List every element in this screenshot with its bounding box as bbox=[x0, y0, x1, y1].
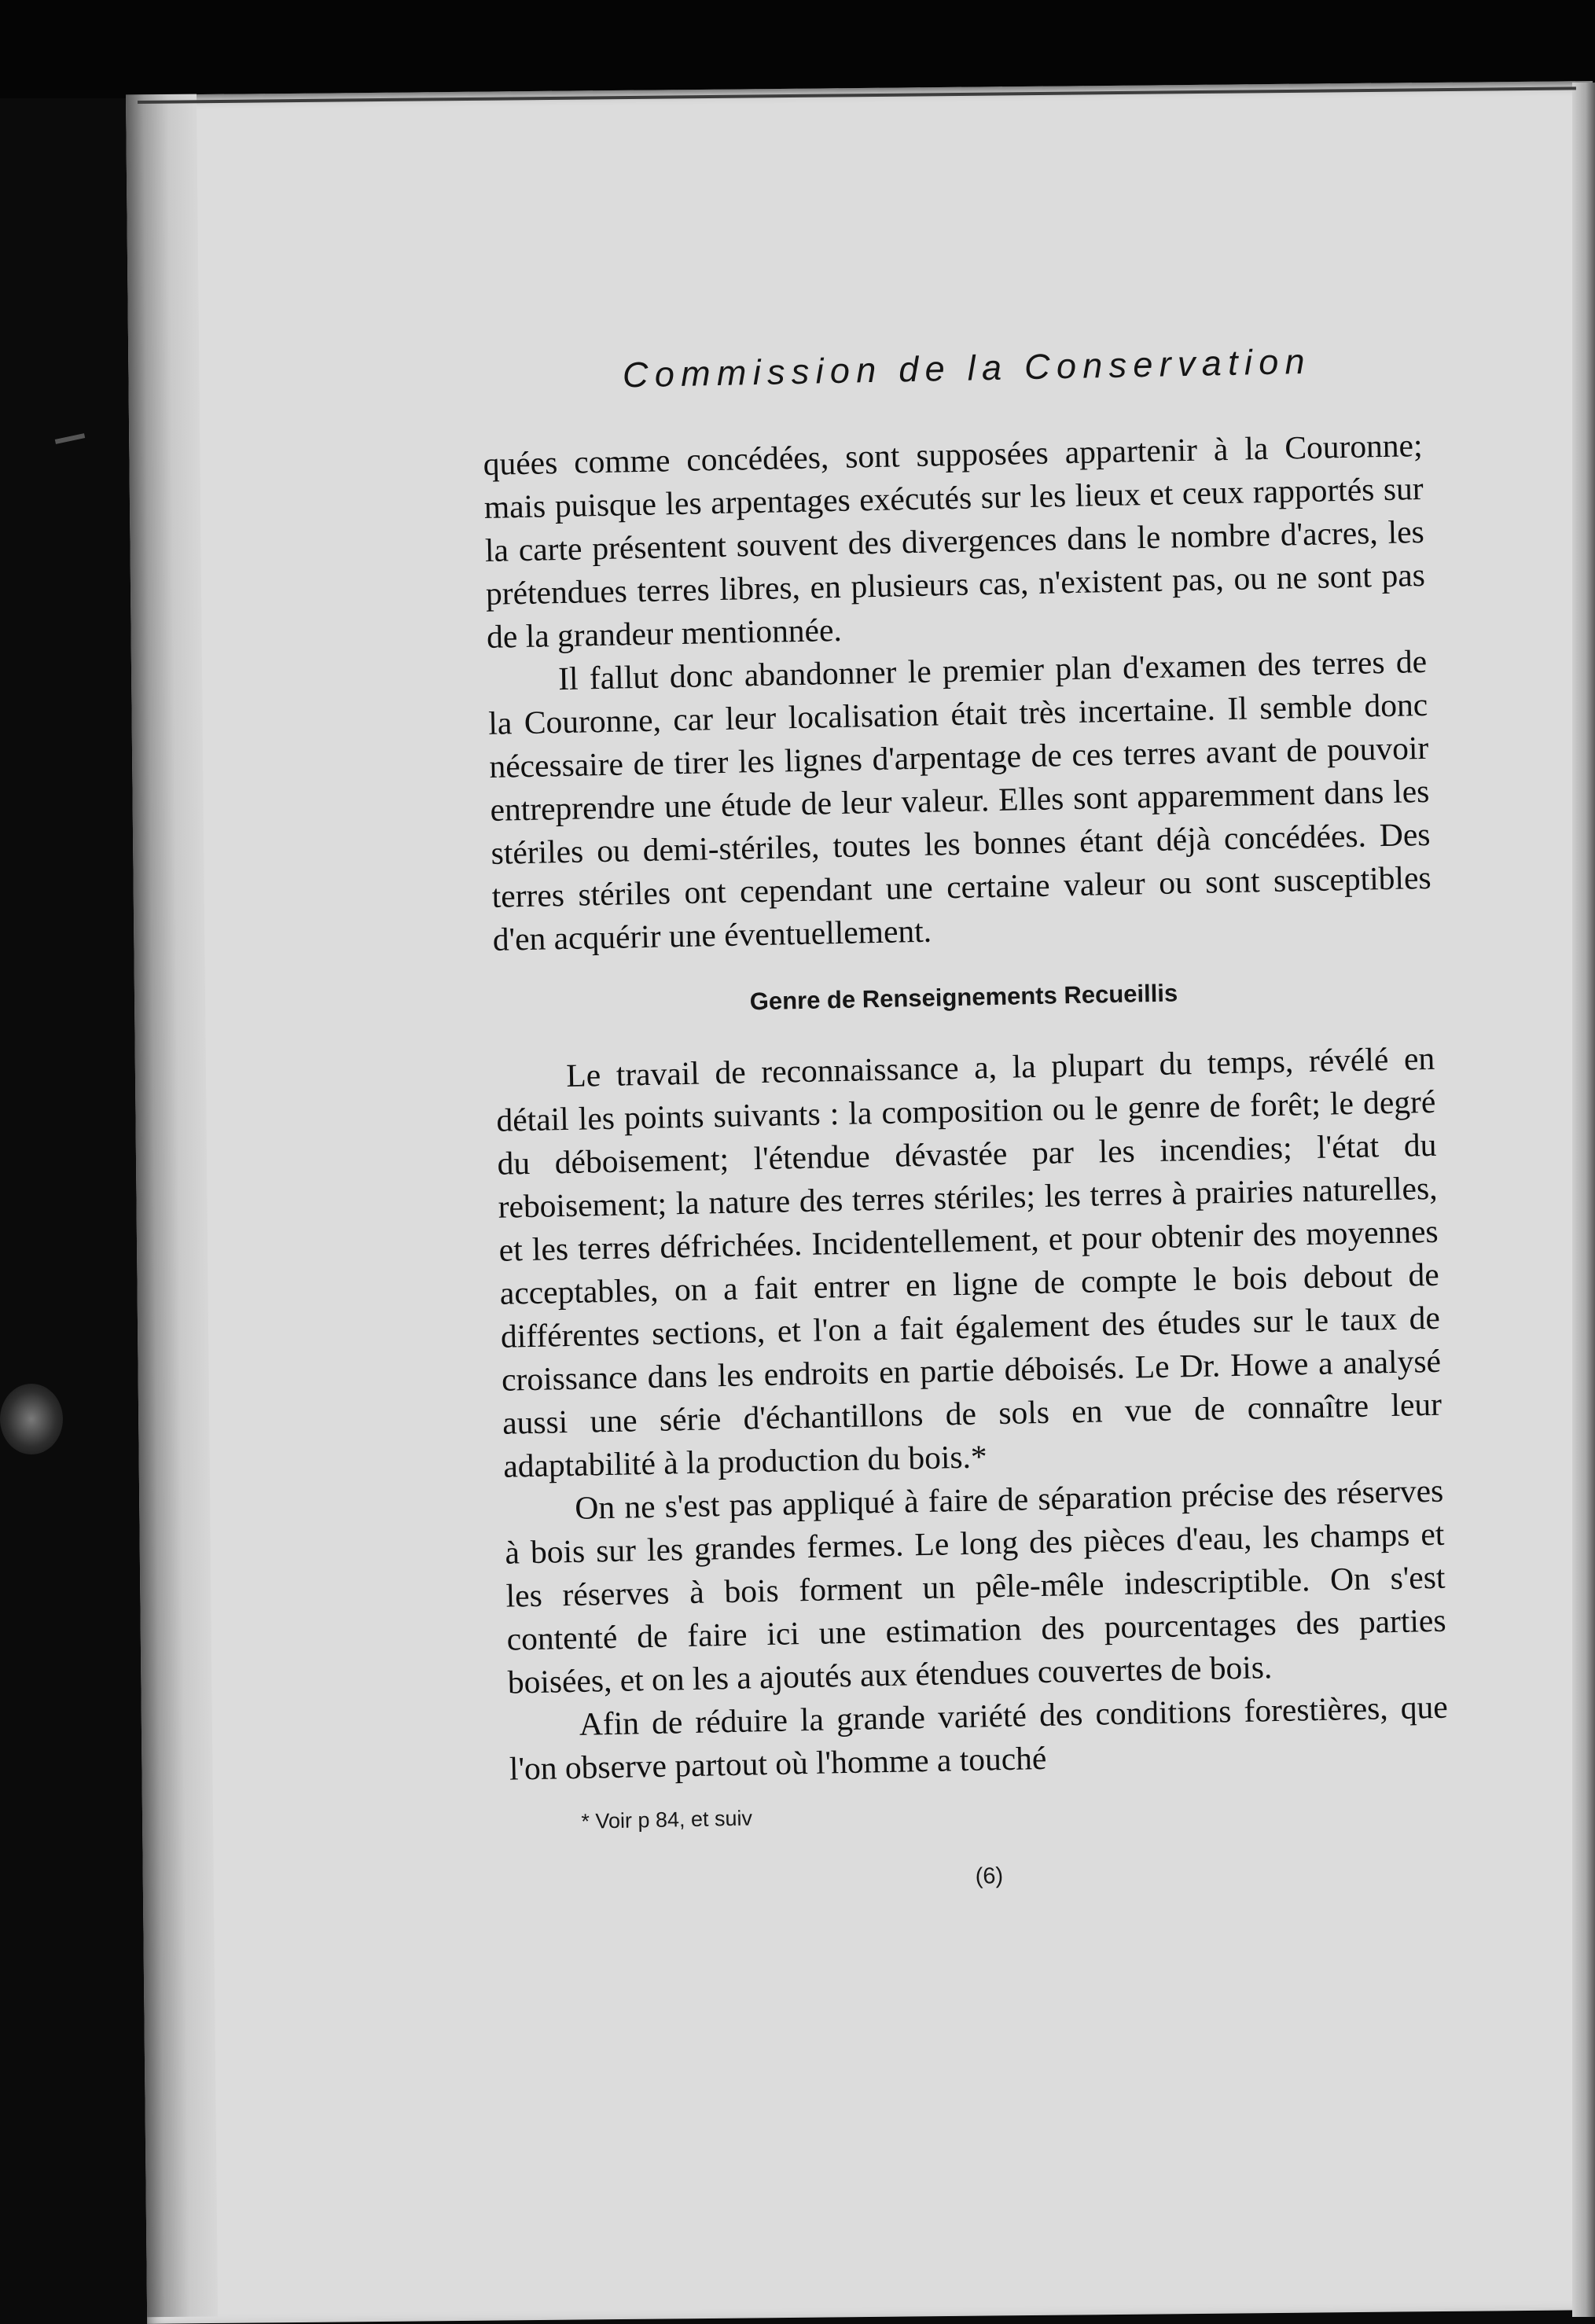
paragraph: Afin de réduire la grande variété des conditions forestières, que l'on observe partout où l'homme a touché bbox=[509, 1688, 1449, 1787]
page-text-block bbox=[481, 339, 1451, 1899]
section-heading: Genre de Renseignements Recueillis bbox=[749, 979, 1178, 1016]
paragraph: quées comme concédées, sont supposées appartenir à la Couronne; mais puisque les arpentages exécutés sur les lieux et ceux rapportés sur la carte présentent souvent des divergences dans le nombre d'acres, les prétendues terres libres, en plusieurs cas, n'existent pas, ou ne sont pas de la grandeur mentionnée. bbox=[483, 426, 1426, 655]
paragraphs-after-heading bbox=[495, 1037, 1450, 1791]
running-head: Commission de la Conservation bbox=[622, 340, 1312, 395]
paragraph: Il fallut donc abandonner le premier plan d'examen des terres de la Couronne, car leur localisation était très incertaine. Il semble donc nécessaire de tirer les lignes d'arpentage de ces terres avant de pouvoir entreprendre une étude de leur valeur. Elles sont apparemment dans les stériles ou demi-stériles, toutes les bonnes étant déjà concédées. Des terres stériles ont cependant une certaine valeur ou sont susceptibles d'en acquérir une éventuellement. bbox=[487, 642, 1431, 958]
page-number: (6) bbox=[975, 1863, 1004, 1889]
paragraph: Le travail de reconnaissance a, la plupart du temps, révélé en détail les points suivants : la composition ou le genre de forêt; le degré du déboisement; l'étendue dévastée par les incendies; l'état du reboisement; la nature des terres stériles; les terres à prairies naturelles, et les terres défrichées. Incidentellement, et pour obtenir des moyennes acceptables, on a fait entrer en ligne de compte le bois debout de différentes sections, et l'on a fait également des études sur le taux de croissance dans les endroits en partie déboisés. Le Dr. Howe a analysé aussi une série d'échantillons de sols en vue de connaître leur adaptabilité à la production du bois.* bbox=[496, 1039, 1442, 1484]
page-right-edge bbox=[1572, 83, 1595, 2317]
paragraph: On ne s'est pas appliqué à faire de séparation précise des réserves à bois sur les grandes fermes. Le long des pièces d'eau, les champs et les réserves à bois forment un pêle-mêle indescriptible. On s'est contenté de faire ici une estimation des pourcentages des parties boisées, et on les a ajoutés aux étendues couvertes de bois. bbox=[505, 1472, 1446, 1701]
footnote: * Voir p 84, et suiv bbox=[581, 1806, 753, 1833]
scan-speck bbox=[55, 433, 85, 444]
paragraphs-before-heading bbox=[483, 424, 1432, 962]
scan-smudge bbox=[0, 1384, 63, 1454]
